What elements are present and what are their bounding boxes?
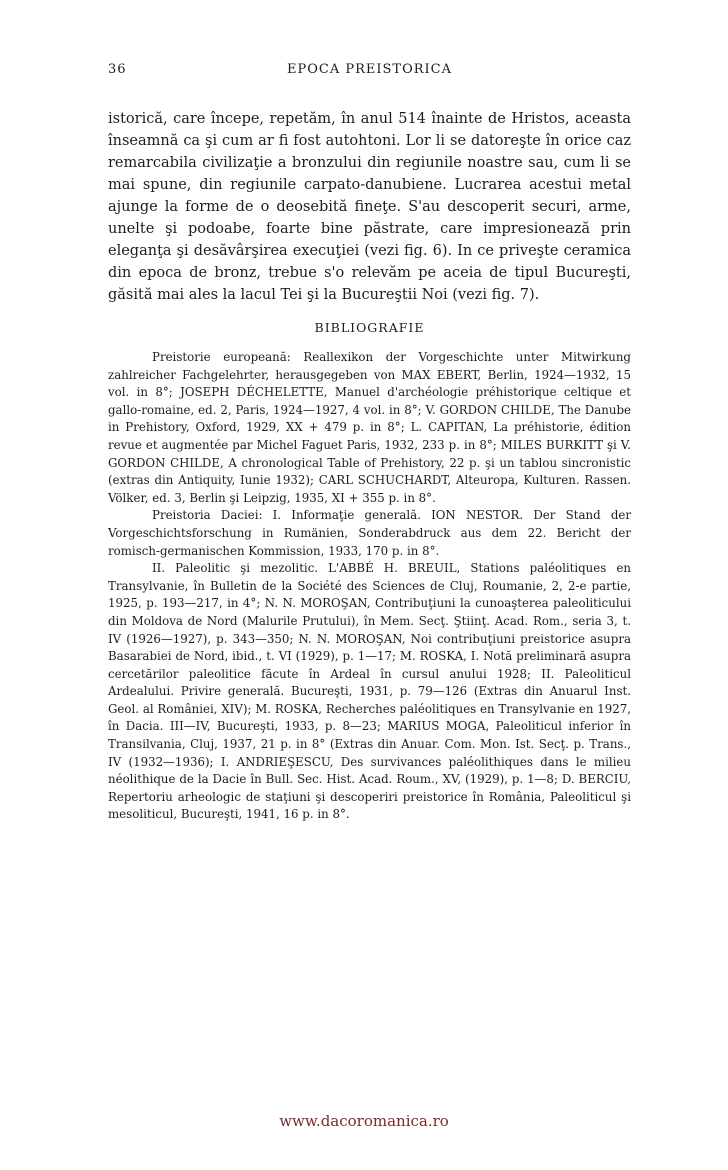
running-title: EPOCA PREISTORICA — [286, 62, 452, 77]
page-number: 36 — [108, 62, 127, 77]
document-page — [108, 62, 631, 824]
page-header — [108, 62, 631, 86]
body-paragraph: istorică, care începe, repetăm, în anul 514 înainte de Hristos, aceasta înseamnă ca şi cum ar fi fost autohtoni. Lor li se datoreşte în orice caz remarcabila civilizaţie a bronzului din regiunile noastre sau, cum li se mai spune, din regiunile carpato-danubiene. Lucrarea acestui metal ajunge la forme de o deosebită fineţe. S'au descoperit securi, arme, unelte şi podoabe, foarte bine păstrate, care impresionează prin eleganţa şi desăvârşirea execuţiei (vezi fig. 6). In ce priveşte ceramica din epoca de bronz, trebue s'o relevăm pe aceia de tipul Bucureşti, găsită mai ales la lacul Tei şi la Bucureştii Noi (vezi fig. 7). — [108, 111, 631, 303]
bibliography-entry: Preistorie europeană: Reallexikon der Vorgeschichte unter Mitwirkung zahlreicher Fachgelehrter, herausgegeben von MAX EBERT, Berlin, 1924—1932, 15 vol. in 8°; JOSEPH DÉCHELETTE, Manuel d'archéologie préhistorique celtique et gallo-romaine, ed. 2, Paris, 1924—1927, 4 vol. in 8°; V. GORDON CHILDE, The Danube in Prehistory, Oxford, 1929, XX + 479 p. in 8°; L. CAPITAN, La préhistorie, édition revue et augmentée par Michel Faguet Paris, 1932, 233 p. in 8°; MILES BURKITT şi V. GORDON CHILDE, A chronological Table of Prehistory, 22 p. şi un tablou sincronistic (extras din Antiquity, Iunie 1932); CARL SCHUCHARDT, Alteuropa, Kulturen. Rassen. Völker, ed. 3, Berlin şi Leipzig, 1935, XI + 355 p. in 8°. — [108, 350, 631, 505]
bibliography-title: BIBLIOGRAFIE — [314, 320, 425, 335]
watermark-link[interactable]: www.dacoromanica.ro — [279, 1112, 449, 1130]
bibliography — [108, 349, 631, 824]
bibliography-entry: Preistoria Daciei: I. Informaţie generală. ION NESTOR. Der Stand der Vorgeschichtsforschung in Rumänien, Sonderabdruck aus dem 22. Bericht der romisch-germanischen Kommission, 1933, 170 p. in 8°. — [108, 508, 631, 558]
bibliography-entry: II. Paleolitic şi mezolitic. L'ABBÉ H. BREUIL, Stations paléolitiques en Transylvanie, în Bulletin de la Société des Sciences de Cluj, Roumanie, 2, 2-e partie, 1925, p. 193—217, in 4°; N. N. MOROŞAN, Contribuţiuni la cunoaşterea paleoliticului din Moldova de Nord (Malurile Prutului), în Mem. Secţ. Ştiinţ. Acad. Rom., seria 3, t. IV (1926—1927), p. 343—350; N. N. MOROŞAN, Noi contribuţiuni preistorice asupra Basarabiei de Nord, ibid., t. VI (1929), p. 1—17; M. ROSKA, I. Notă preliminară asupra cercetărilor paleolitice făcute în Ardeal în cursul anului 1928; II. Paleoliticul Ardealului. Privire generală. Bucureşti, 1931, p. 79—126 (Extras din Anuarul Inst. Geol. al României, XIV); M. ROSKA, Recherches paléolitiques en Transylvanie en 1927, în Dacia. III—IV, Bucureşti, 1933, p. 8—23; MARIUS MOGA, Paleoliticul inferior în Transilvania, Cluj, 1937, 21 p. in 8° (Extras din Anuar. Com. Mon. Ist. Secţ. p. Trans., IV (1932—1936); I. ANDRIEŞESCU, Des survivances paléolithiques dans le milieu néolithique de la Dacie în Bull. Sec. Hist. Acad. Roum., XV, (1929), p. 1—8; D. BERCIU, Repertoriu arheologic de staţiuni şi descoperiri preistorice în România, Paleoliticul şi mesoliticul, Bucureşti, 1941, 16 p. in 8°. — [108, 561, 631, 822]
